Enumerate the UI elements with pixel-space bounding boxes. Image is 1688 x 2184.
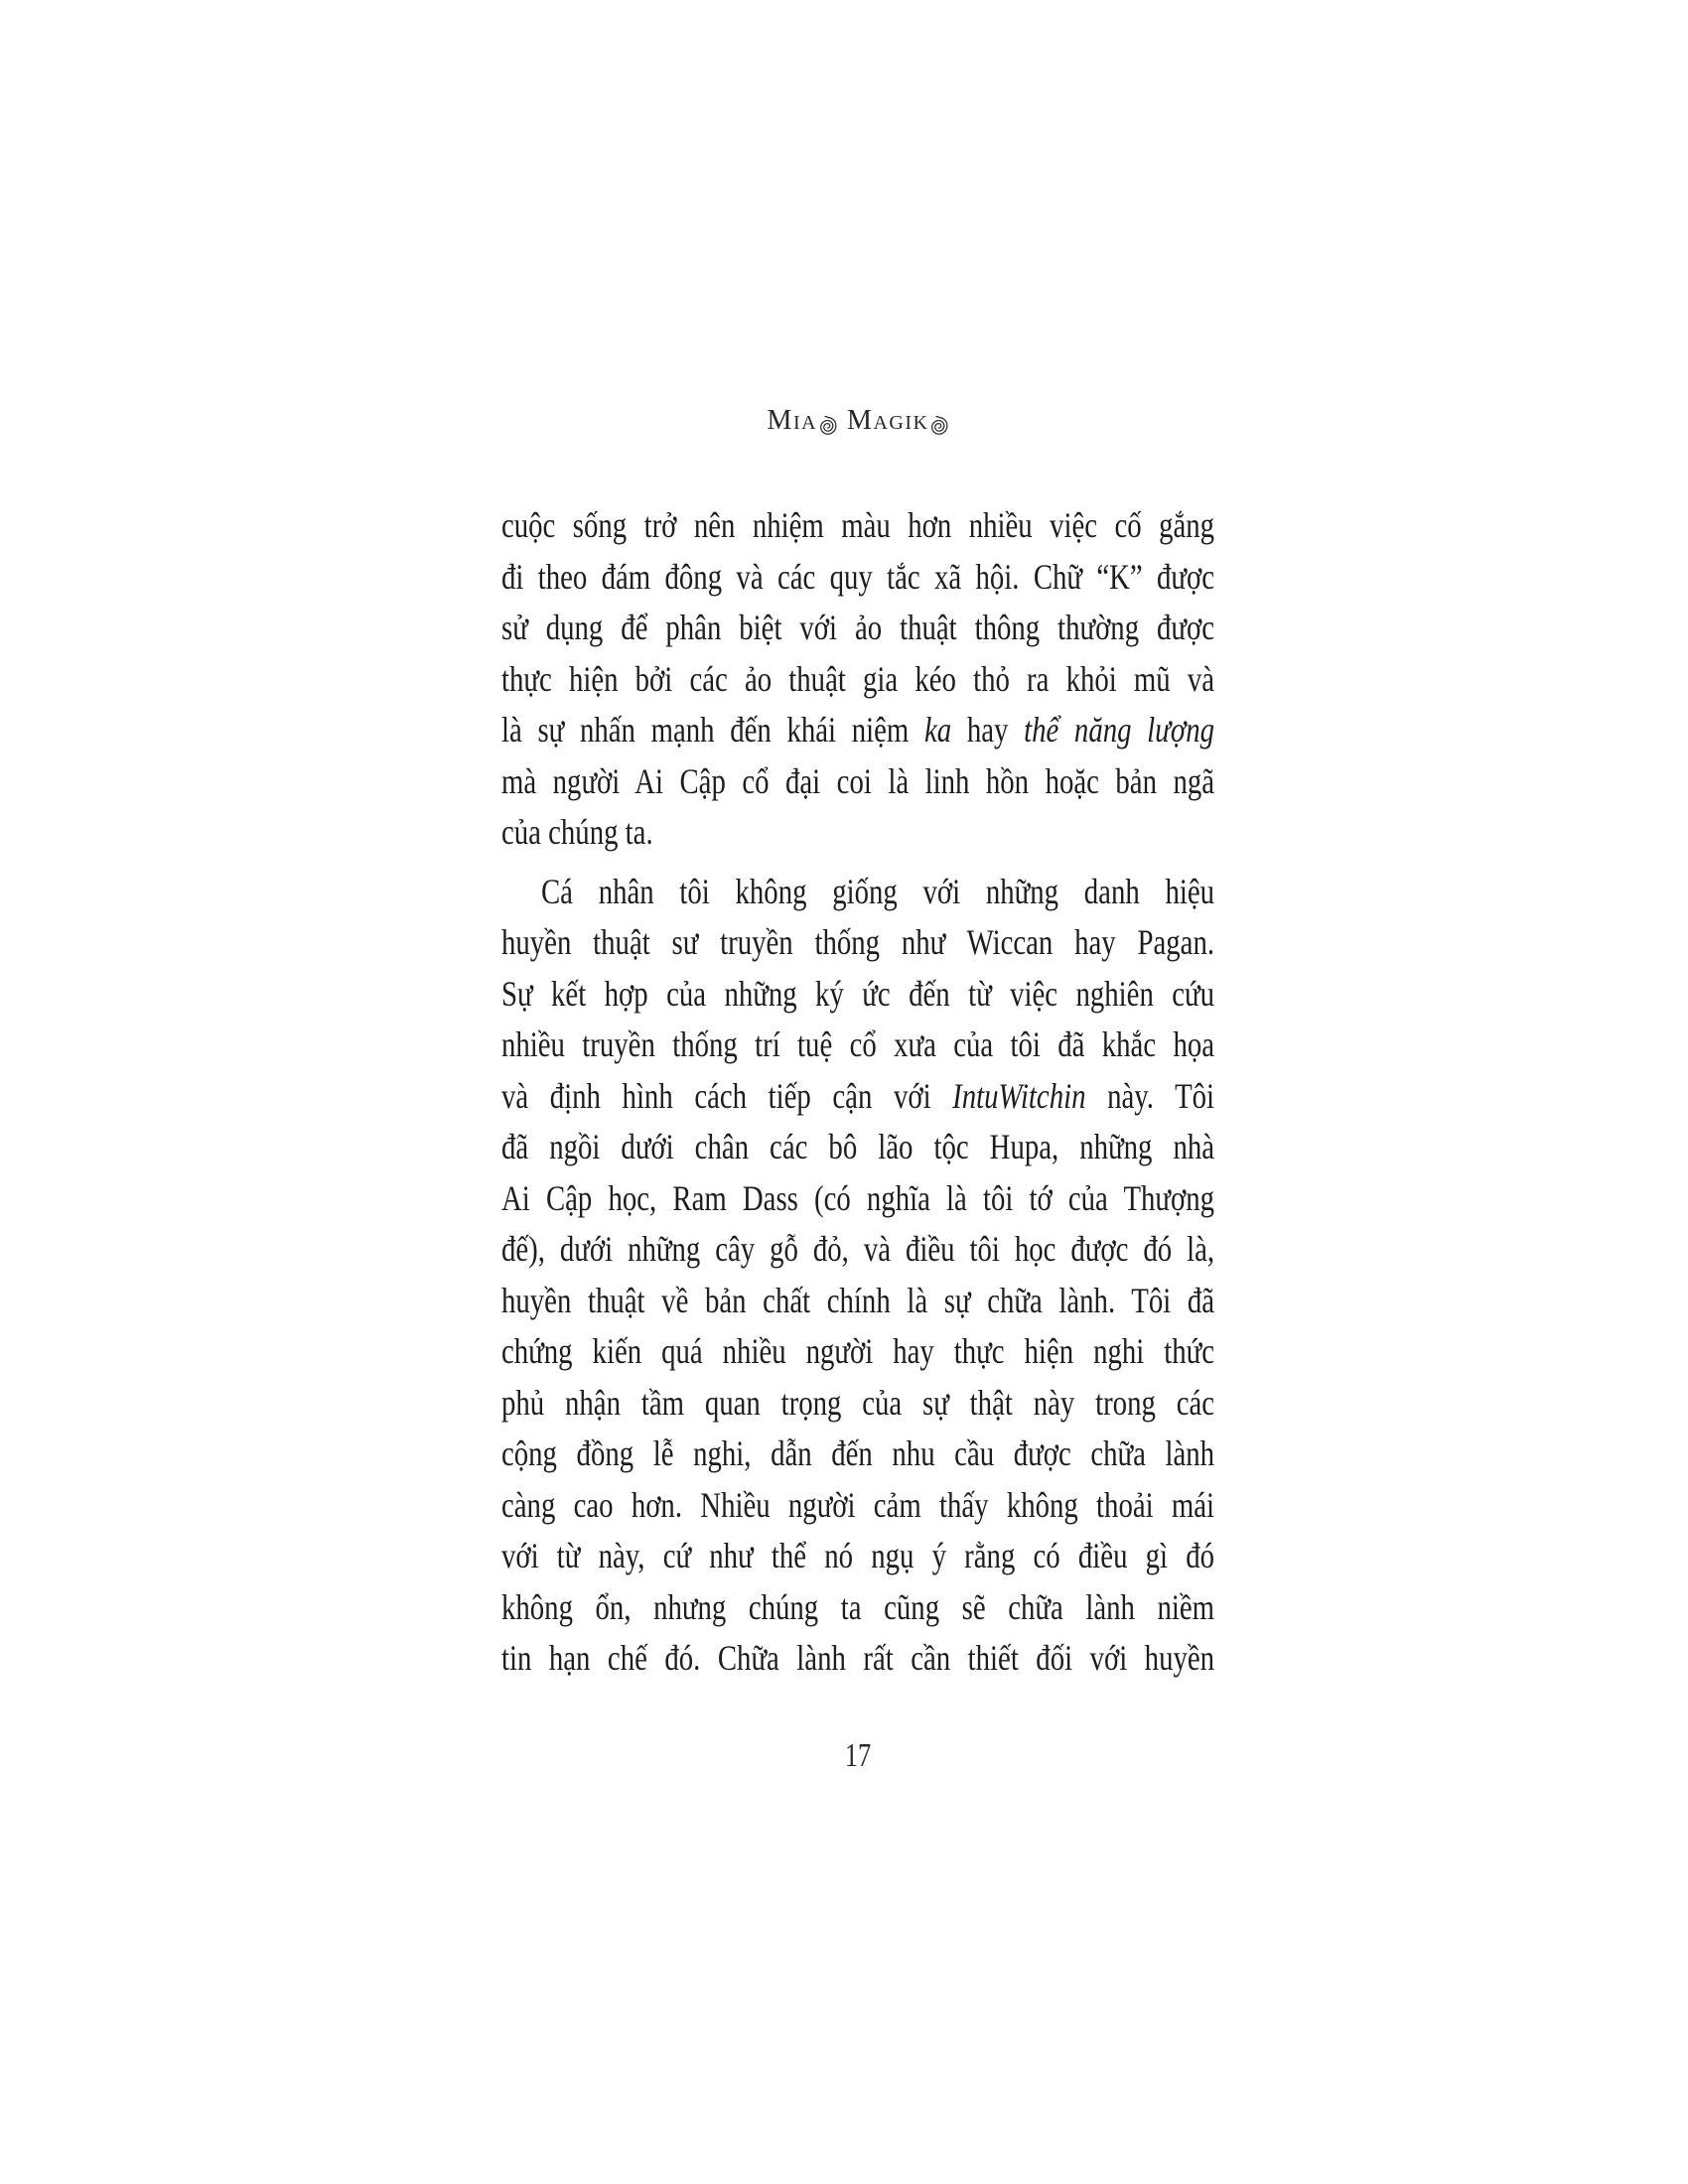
text-segment: thực hiện bởi các ảo thuật gia kéo thỏ ra khỏi mũ và bbox=[501, 658, 1215, 699]
italic-text: IntuWitchin bbox=[952, 1075, 1086, 1116]
text-segment: huyền thuật về bản chất chính là sự chữa lành. Tôi đã bbox=[501, 1280, 1215, 1320]
text-line bbox=[501, 1224, 1214, 1276]
text-segment: hay bbox=[951, 710, 1025, 750]
text-segment: với từ này, cứ như thể nó ngụ ý rằng có điều gì đó bbox=[501, 1536, 1215, 1575]
text-line bbox=[501, 1173, 1214, 1225]
text-segment: không ổn, nhưng chúng ta cũng sẽ chữa lành niềm bbox=[501, 1586, 1215, 1627]
text-segment: đã ngồi dưới chân các bô lão tộc Hupa, những nhà bbox=[501, 1127, 1215, 1166]
text-segment: và định hình cách tiếp cận với bbox=[501, 1075, 953, 1116]
text-line bbox=[501, 1020, 1214, 1071]
running-head-word-1: Mia bbox=[767, 405, 818, 436]
text-segment: Cá nhân tôi không giống với những danh hiệu bbox=[540, 871, 1215, 911]
text-segment: cuộc sống trở nên nhiệm màu hơn nhiều việc cố gắng bbox=[501, 505, 1215, 545]
running-head bbox=[501, 397, 1214, 445]
page-number bbox=[501, 1737, 1214, 1775]
text-segment: này. Tôi bbox=[1085, 1075, 1215, 1116]
text-segment: Ai Cập học, Ram Dass (có nghĩa là tôi tớ của Thượng bbox=[501, 1177, 1215, 1218]
text-line bbox=[501, 1326, 1214, 1378]
text-line bbox=[501, 500, 1214, 552]
text-segment: chứng kiến quá nhiều người hay thực hiện nghi thức bbox=[501, 1331, 1215, 1371]
text-line bbox=[501, 705, 1214, 756]
spiral-flourish-icon bbox=[929, 416, 948, 435]
text-line bbox=[501, 756, 1214, 808]
text-segment: phủ nhận tầm quan trọng của sự thật này trong các bbox=[501, 1382, 1215, 1423]
italic-text: thể năng lượng bbox=[1024, 710, 1215, 750]
paragraph bbox=[501, 867, 1214, 1685]
text-segment: đi theo đám đông và các quy tắc xã hội. Chữ “K” được bbox=[501, 556, 1215, 597]
italic-text: ka bbox=[923, 710, 952, 750]
text-segment: là sự nhấn mạnh đến khái niệm bbox=[501, 710, 924, 750]
text-line bbox=[501, 552, 1214, 604]
spiral-flourish-icon bbox=[818, 416, 837, 435]
text-line bbox=[501, 1429, 1214, 1480]
page-number-value: 17 bbox=[844, 1737, 872, 1774]
text-line bbox=[501, 1378, 1214, 1430]
text-line bbox=[501, 867, 1214, 918]
text-segment: đế), dưới những cây gỗ đỏ, và điều tôi học được đó là, bbox=[501, 1229, 1215, 1269]
text-segment: huyền thuật sư truyền thống như Wiccan hay Pagan. bbox=[501, 922, 1215, 962]
text-segment: Sự kết hợp của những ký ức đến từ việc nghiên cứu bbox=[501, 973, 1215, 1014]
text-segment: nhiều truyền thống trí tuệ cổ xưa của tôi đã khắc họa bbox=[501, 1024, 1215, 1064]
text-line bbox=[501, 1276, 1214, 1327]
running-head-word-2: Magik bbox=[847, 405, 929, 436]
text-line bbox=[501, 1531, 1214, 1582]
text-segment: càng cao hơn. Nhiều người cảm thấy không thoải mái bbox=[501, 1484, 1215, 1525]
text-line bbox=[501, 1480, 1214, 1532]
text-segment: cộng đồng lễ nghi, dẫn đến nhu cầu được chữa lành bbox=[501, 1433, 1215, 1473]
text-segment: mà người Ai Cập cổ đại coi là linh hồn hoặc bản ngã bbox=[501, 760, 1215, 801]
text-line bbox=[501, 603, 1214, 654]
text-line bbox=[501, 654, 1214, 706]
text-line bbox=[501, 807, 1214, 859]
paragraph bbox=[501, 500, 1214, 859]
text-line bbox=[501, 917, 1214, 969]
text-segment: tin hạn chế đó. Chữa lành rất cần thiết đối với huyền bbox=[501, 1638, 1215, 1678]
text-line bbox=[501, 969, 1214, 1021]
text-line bbox=[501, 1582, 1214, 1634]
text-segment: sử dụng để phân biệt với ảo thuật thông thường được bbox=[501, 608, 1215, 647]
body-text bbox=[501, 500, 1214, 1685]
text-line bbox=[501, 1633, 1214, 1685]
text-segment: của chúng ta. bbox=[501, 812, 653, 852]
text-line bbox=[501, 1071, 1214, 1123]
text-line bbox=[501, 1122, 1214, 1173]
